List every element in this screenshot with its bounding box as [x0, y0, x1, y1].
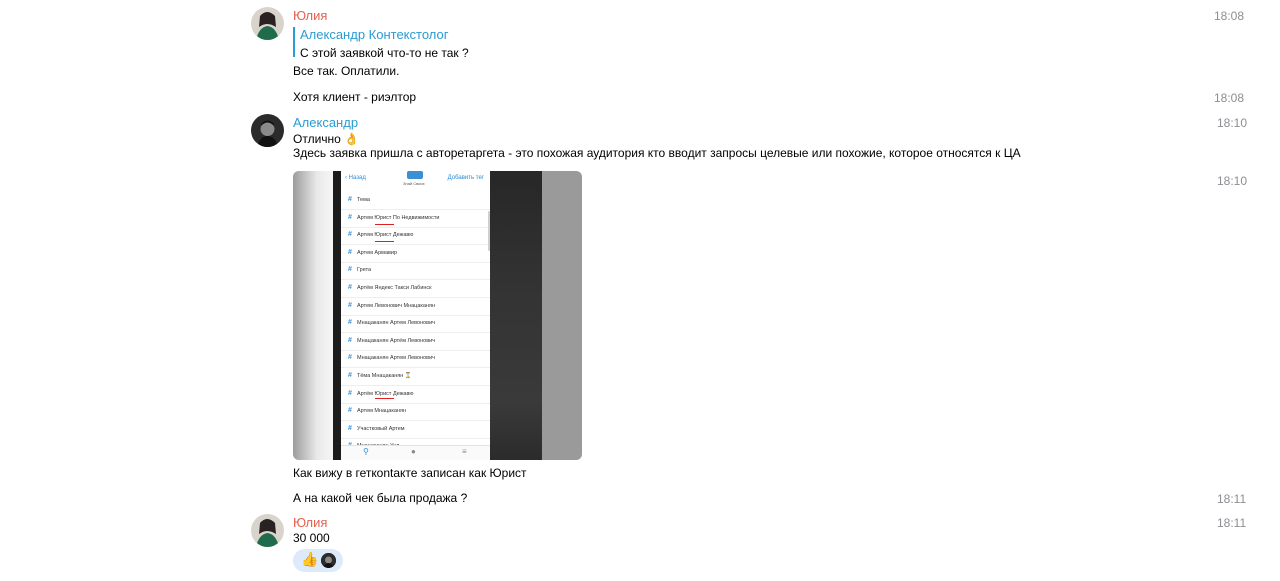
phone-bezel	[333, 171, 341, 460]
hash-icon: #	[348, 266, 352, 274]
screenshot-tag-label: Мнацаканян Артём Левонович	[357, 337, 436, 344]
screenshot-tag-row	[341, 245, 490, 263]
reactor-avatar	[321, 553, 336, 568]
message-time: 18:08	[1214, 91, 1245, 105]
screenshot-tag-label: Артем Мнацаканян	[357, 408, 406, 415]
screenshot-tag-row	[341, 280, 490, 298]
hash-icon: #	[348, 336, 352, 344]
reaction-badge[interactable]	[293, 549, 343, 572]
screenshot-tag-row	[341, 227, 490, 245]
sender-name-alexander[interactable]: Александр	[293, 115, 359, 130]
screenshot-navbar	[341, 171, 490, 191]
screenshot-tag-label: Тёма Мнацаканян ⌛	[357, 373, 412, 379]
message-text: 30 000	[293, 531, 330, 545]
screenshot-tag-label: Артем Армавир	[357, 249, 398, 256]
hash-icon: #	[348, 424, 352, 432]
photo-background	[542, 171, 582, 460]
sender-name-julia[interactable]: Юлия	[293, 515, 328, 530]
message-text: Все так. Оплатили.	[293, 64, 400, 78]
hash-icon: #	[348, 319, 352, 327]
screenshot-tag-label: Артем Юрист Дежавю	[357, 232, 414, 239]
screenshot-tag-row	[341, 403, 490, 421]
app-logo-icon	[407, 171, 423, 179]
hash-icon: #	[348, 213, 352, 221]
hash-icon: #	[348, 354, 352, 362]
sender-name-julia[interactable]: Юлия	[293, 8, 328, 23]
screenshot-tag-label: Мнацаканян Артем Левонович	[357, 320, 436, 327]
message-time: 18:10	[1217, 174, 1248, 188]
thumbs-up-icon: 👍	[301, 551, 319, 567]
screenshot-tag-row	[341, 210, 490, 228]
hash-icon: #	[348, 248, 352, 256]
avatar-alexander[interactable]	[251, 114, 284, 147]
phone-screen	[341, 171, 490, 460]
screenshot-title: Знай Своих	[403, 181, 425, 186]
screenshot-tag-row	[341, 315, 490, 333]
screenshot-back: ‹ Назад	[345, 175, 366, 181]
avatar-julia[interactable]	[251, 7, 284, 40]
message-time: 18:08	[1214, 9, 1245, 23]
screenshot-tag-label: Артём Яндекс Такси Лабинск	[357, 285, 432, 291]
underline-mark	[375, 398, 394, 399]
screenshot-tag-row	[341, 298, 490, 316]
message-text: А на какой чек была продажа ?	[293, 491, 468, 505]
hash-icon: #	[348, 407, 352, 415]
hash-icon: #	[348, 284, 352, 291]
hash-icon: #	[348, 389, 352, 397]
screenshot-tag-row	[341, 421, 490, 439]
screenshot-tag-label: Тема	[357, 197, 370, 203]
message-time: 18:10	[1217, 116, 1248, 130]
search-icon: ⚲	[363, 447, 369, 456]
photo-background	[293, 171, 333, 460]
screenshot-tag-label: Участковый Артем	[357, 425, 405, 432]
screenshot-tag-row	[341, 262, 490, 280]
message-text: Хотя клиент - риэлтор	[293, 90, 417, 104]
message-time: 18:11	[1217, 492, 1247, 506]
underline-mark	[375, 241, 394, 242]
hash-icon: #	[348, 301, 352, 309]
photo-caption: Как вижу в геткontакте записан как Юрист	[293, 466, 527, 480]
chat-bubbles-icon: ●	[411, 447, 416, 456]
hash-icon: #	[348, 372, 352, 379]
message-text: Здесь заявка пришла с авторетаргета - это похожая аудитория кто вводит запросы целевые или похожие, которое относятся к ЦА	[293, 146, 1021, 160]
screenshot-tag-row	[341, 333, 490, 351]
screenshot-tag-row	[341, 192, 490, 210]
screenshot-tag-label: Мнацаканян Артем Левонович	[357, 355, 436, 362]
photo-background	[490, 171, 542, 460]
attached-photo[interactable]	[293, 171, 582, 460]
screenshot-add-tag: Добавить тег	[447, 175, 484, 181]
reply-author: Александр Контекстолог	[300, 27, 449, 42]
underline-mark	[375, 224, 394, 225]
screenshot-tag-label: Артем Юрист По Недвижимости	[357, 214, 440, 221]
screenshot-tag-row	[341, 350, 490, 368]
message-time: 18:11	[1217, 516, 1247, 530]
reply-text: С этой заявкой что-то не так ?	[300, 46, 469, 60]
reply-quote[interactable]	[293, 27, 469, 60]
screenshot-tag-label: Артём Юрист Дежавю	[357, 390, 414, 397]
hash-icon: #	[348, 196, 352, 203]
avatar-julia[interactable]	[251, 514, 284, 547]
menu-icon: ≡	[462, 447, 467, 456]
screenshot-tag-row	[341, 386, 490, 404]
screenshot-tag-label: Грета	[357, 267, 372, 274]
screenshot-tag-row	[341, 368, 490, 386]
message-text: Отлично 👌	[293, 132, 360, 146]
screenshot-tabbar	[341, 445, 490, 460]
screenshot-tag-label: Артем Левонович Мнацаканян	[357, 302, 436, 309]
hash-icon: #	[348, 231, 352, 239]
